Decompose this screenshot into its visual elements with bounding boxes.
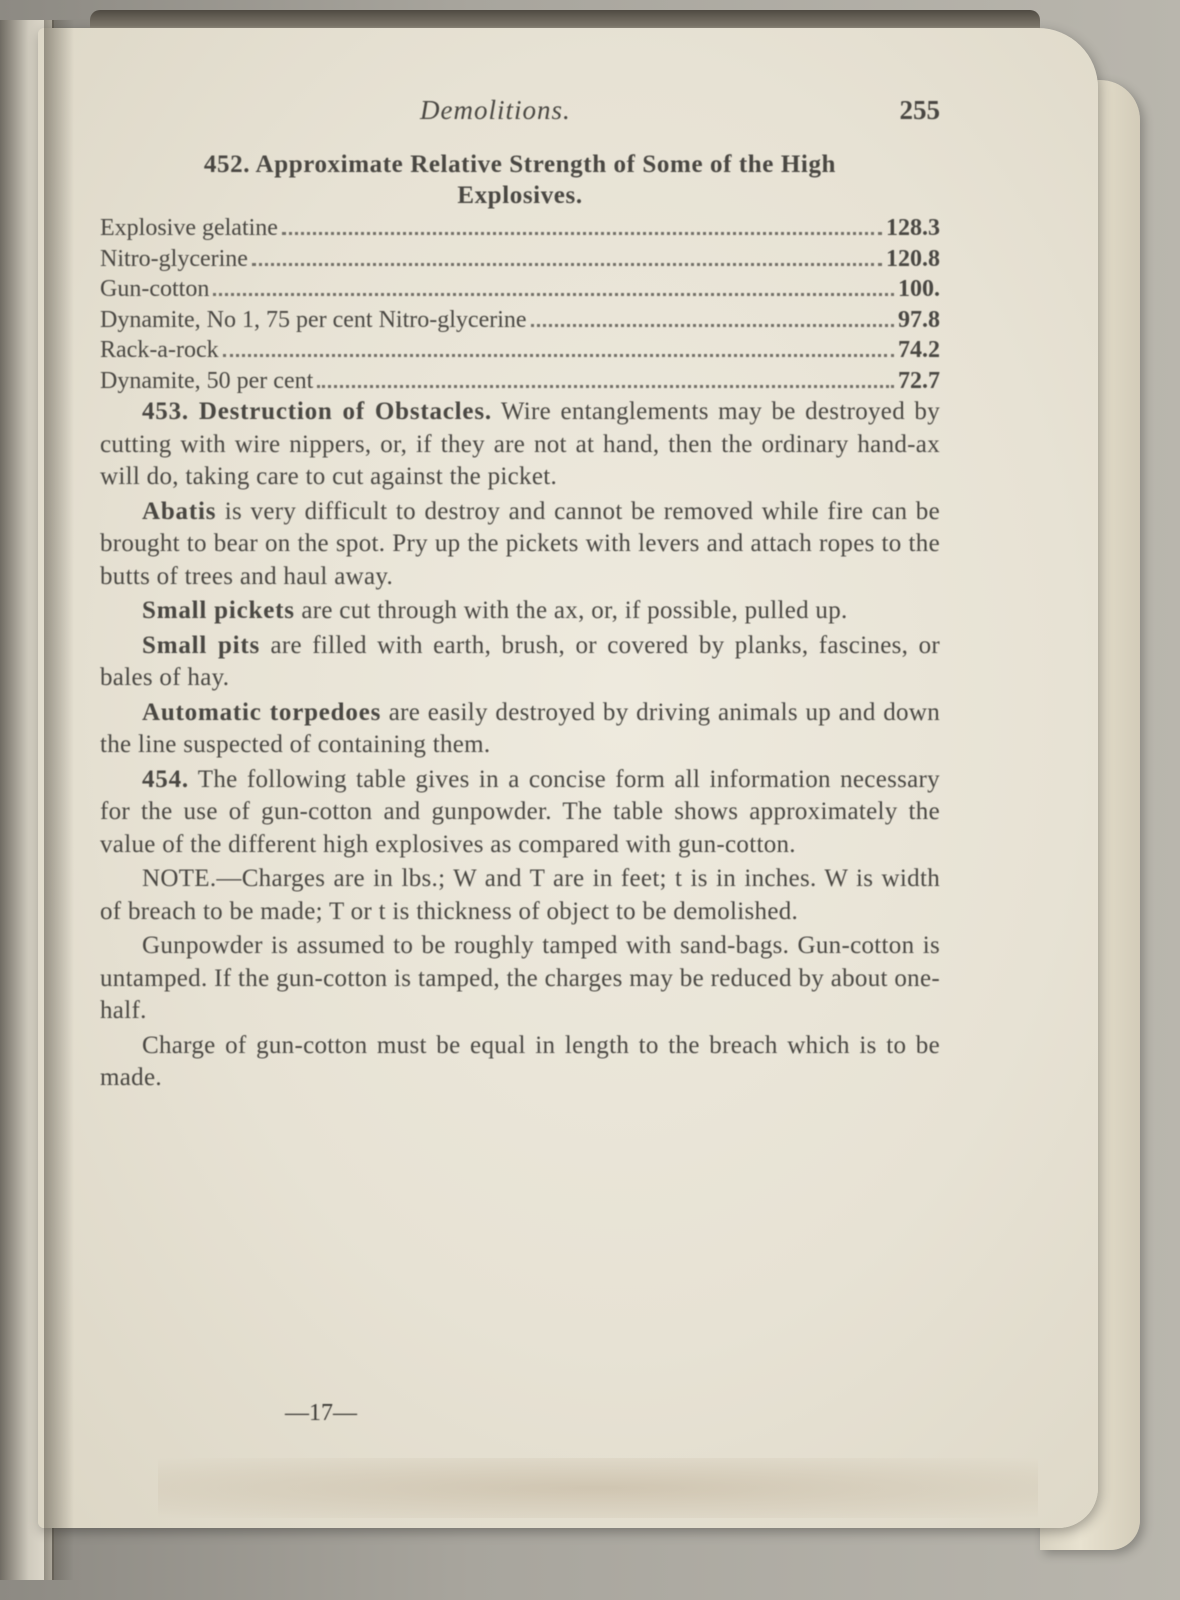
leader-dots: [223, 354, 894, 357]
table-row: [100, 213, 940, 244]
explosive-name: Gun-cotton: [100, 276, 210, 302]
small-pits-text: are filled with earth, brush, or covered by planks, fascines, or bales of hay.: [100, 631, 940, 691]
section-454-lead: 454.: [142, 765, 189, 793]
table-row: [100, 335, 940, 366]
table-row: [100, 305, 940, 336]
leader-dots: [282, 232, 882, 235]
small-pickets-lead: Small pickets: [142, 597, 295, 624]
strength-value: 74.2: [898, 337, 940, 363]
water-stain: [158, 1458, 1038, 1518]
abatis-text: is very difficult to destroy and cannot be removed while fire can be brought to bear on the spot. Pry up the pickets with levers and attach ropes to the butts of trees and haul away.: [100, 497, 940, 590]
leader-dots: [317, 385, 894, 388]
section-454-text: The following table gives in a concise form all information necessary for the use of gun-cotton and gunpowder. The table shows approximately the value of the different high explosives as compared with gun-cotton.: [100, 765, 940, 858]
torpedoes-text: are easily destroyed by driving animals up and down the line suspected of containing them.: [100, 698, 940, 758]
section-452-heading-line2: Explosives.: [457, 182, 583, 209]
explosive-name: Dynamite, No 1, 75 per cent Nitro-glycerine: [100, 306, 527, 333]
leader-dots: [531, 324, 894, 327]
explosive-name: Rack-a-rock: [100, 337, 219, 363]
torpedoes-paragraph: [100, 697, 940, 762]
explosive-name: Dynamite, 50 per cent: [100, 367, 314, 394]
section-452-heading-line1: 452. Approximate Relative Strength of Some of the High: [203, 151, 837, 178]
small-pickets-text: are cut through with the ax, or, if possible, pulled up.: [301, 597, 848, 624]
explosive-name: Nitro-glycerine: [100, 245, 248, 272]
table-row: [100, 274, 940, 305]
small-pits-lead: Small pits: [142, 631, 261, 659]
leader-dots: [252, 263, 882, 266]
gunpowder-paragraph: Gunpowder is assumed to be roughly tamped with sand-bags. Gun-cotton is untamped. If the gun-cotton is tamped, the charges may be reduced by about one-half.: [100, 932, 940, 1024]
charge-paragraph: Charge of gun-cotton must be equal in length to the breach which is to be made.: [100, 1031, 940, 1091]
running-head: [100, 95, 940, 139]
running-title: Demolitions.: [420, 95, 571, 125]
strength-value: 72.7: [898, 367, 940, 394]
strength-value: 100.: [898, 276, 940, 302]
section-453-lead: 453. Destruction of Obstacles.: [142, 398, 492, 425]
section-454-paragraph: [100, 764, 940, 862]
torpedoes-lead: Automatic torpedoes: [142, 698, 382, 726]
section-453-text: Wire entanglements may be destroyed by cutting with wire nippers, or, if they are not at hand, then the ordinary hand-ax will do, taking care to cut against the picket.: [100, 398, 941, 490]
small-pits-paragraph: [100, 630, 940, 695]
binding-shadow: [44, 20, 74, 1580]
section-452-heading: [100, 149, 940, 211]
signature-mark: —17—: [285, 1400, 357, 1426]
explosive-name: Explosive gelatine: [100, 215, 278, 241]
strength-table: [100, 213, 940, 396]
abatis-paragraph: [100, 496, 940, 594]
table-row: [100, 244, 940, 275]
strength-value: 97.8: [898, 306, 940, 333]
note-paragraph: NOTE.—Charges are in lbs.; W and T are in feet; t is in inches. W is width of breach to be made; T or t is thickness of object to be demolished.: [100, 865, 940, 925]
leader-dots: [213, 293, 894, 296]
table-row: [100, 366, 940, 397]
strength-value: 120.8: [886, 245, 940, 272]
section-453-paragraph: [100, 396, 940, 494]
page-text: [100, 95, 940, 1095]
small-pickets-paragraph: [100, 595, 940, 628]
strength-value: 128.3: [886, 215, 940, 241]
page-number: 255: [899, 95, 940, 125]
abatis-lead: Abatis: [142, 497, 217, 525]
